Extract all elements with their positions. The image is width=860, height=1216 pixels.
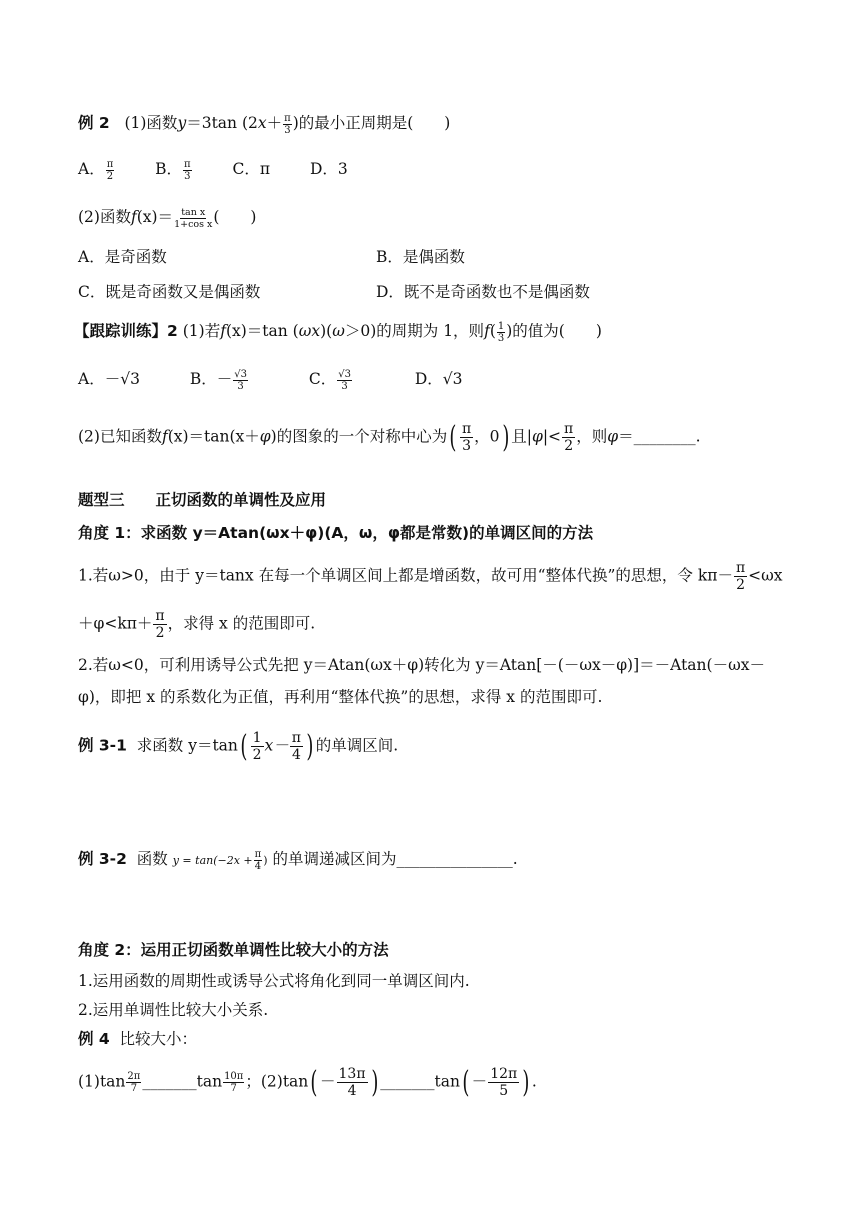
numerator: π: [106, 158, 114, 170]
numerator: 1: [252, 730, 262, 746]
example-3-1: [78, 730, 398, 763]
text: _______tan: [142, 1072, 223, 1091]
text: (1)若: [182, 322, 221, 340]
text: 求函数 y＝tan: [136, 736, 238, 755]
right-paren: ): [522, 1064, 530, 1100]
example-2-options-2b: [376, 246, 465, 268]
right-paren: ): [370, 1064, 378, 1100]
denominator: 2: [564, 438, 574, 454]
option-letter: A．: [78, 370, 105, 388]
fraction: [106, 159, 115, 182]
var-phi: φ: [259, 427, 271, 446]
text: 的单调区间.: [315, 736, 399, 755]
fraction: [174, 207, 212, 230]
option-letter: D．: [309, 160, 338, 178]
left-paren: (: [449, 419, 457, 455]
fraction: [562, 421, 575, 454]
denominator: 3: [462, 438, 471, 454]
fraction: [126, 1071, 141, 1094]
option-b: [155, 158, 192, 182]
numerator: 1: [497, 320, 505, 332]
example-2-options-1: [78, 158, 348, 182]
numerator: π: [254, 848, 262, 860]
denominator: 7: [230, 1083, 237, 1094]
var-f: f: [161, 427, 168, 446]
example-2-q1: [78, 112, 450, 136]
fraction: [254, 849, 263, 872]
text: －: [216, 370, 233, 388]
text: ；(2)tan: [245, 1072, 309, 1091]
text: ，0: [474, 427, 500, 446]
angle-2-heading: 角度 2：运用正切函数单调性比较大小的方法: [78, 941, 389, 959]
text: (1)tan: [78, 1072, 126, 1091]
var-phi: φ: [607, 427, 619, 446]
text: (: [489, 322, 496, 340]
text: (2)已知函数: [78, 427, 162, 446]
example-2-options-2c: [78, 281, 260, 303]
method-line-2: 2.运用单调性比较大小关系.: [78, 1001, 269, 1019]
option-letter: B．: [189, 370, 217, 388]
denominator: 2: [252, 747, 262, 763]
text: ＋φ<kπ＋: [78, 614, 153, 633]
numerator: π: [564, 421, 574, 437]
text: 的单调递减区间为_______________.: [272, 850, 518, 868]
numerator: 10π: [224, 1071, 244, 1082]
denominator: 3: [341, 380, 348, 392]
denominator: 7: [130, 1083, 138, 1094]
option-text: √3: [442, 370, 463, 388]
denominator: 2: [736, 577, 746, 593]
text: 且|: [511, 427, 532, 446]
denominator: 1+cos x: [174, 218, 213, 230]
example-label: 例 4: [78, 1030, 110, 1048]
left-paren: (: [462, 1064, 470, 1100]
fraction: [488, 1066, 519, 1099]
text: (x)＝tan(x＋: [167, 427, 260, 446]
example-2-options-2d: [376, 281, 590, 303]
angle-1-heading: 角度 1：求函数 y＝Atan(ωx＋φ)(A，ω，φ都是常数)的单调区间的方法: [78, 524, 594, 542]
denominator: 3: [237, 380, 244, 392]
training-options: [78, 368, 463, 392]
option-letter: A．: [78, 160, 105, 178]
option-letter: C．: [308, 370, 337, 388]
text: |<: [542, 427, 562, 446]
example-label: 例 3-1: [78, 736, 127, 755]
var-omega-x: ωx: [298, 322, 321, 340]
method-2-line-2: φ)，即把 x 的系数化为正值，再利用“整体代换”的思想，求得 x 的范围即可.: [78, 688, 603, 706]
text: )的最小正周期是( ): [292, 114, 451, 132]
var-f: f: [130, 208, 137, 226]
text: ，则: [576, 427, 608, 446]
fraction: [337, 1066, 368, 1099]
option-text: π: [259, 160, 271, 178]
example-2-options-2a: [78, 246, 167, 268]
denominator: 2: [106, 170, 114, 182]
denominator: 4: [291, 747, 301, 763]
example-2-q2: [78, 206, 256, 230]
option-letter: C．: [232, 160, 260, 178]
training-q2: [78, 421, 701, 454]
method-2-line-1: 2.若ω<0，可利用诱导公式先把 y＝Atan(ωx＋φ)转化为 y＝Atan[－(－ωx－φ)]＝－Atan(－ωx－: [78, 656, 765, 674]
fraction: [734, 560, 747, 593]
denominator: 3: [184, 170, 191, 182]
numerator: π: [291, 730, 301, 746]
numerator: √3: [338, 368, 351, 380]
denominator: 4: [347, 1083, 357, 1099]
fraction: [153, 608, 166, 641]
denominator: 4: [254, 860, 262, 872]
fraction: [497, 321, 505, 344]
numerator: π: [284, 112, 291, 124]
option-letter: B．: [155, 160, 183, 178]
text: x－: [264, 736, 289, 755]
example-3-2: [78, 848, 518, 872]
method-1-line-1: [78, 560, 783, 593]
var-omega: ω: [332, 322, 345, 340]
numerator: 2π: [127, 1071, 141, 1082]
fraction: [290, 730, 303, 763]
left-paren: (: [240, 728, 248, 764]
numerator: π: [184, 158, 191, 170]
fraction: [337, 369, 352, 392]
option-text: －√3: [104, 370, 140, 388]
option-letter: D．: [414, 370, 443, 388]
example-label: 例 2: [78, 114, 110, 132]
option-d: [415, 370, 463, 388]
text: ＝3tan (2: [186, 114, 258, 132]
text: ＝________.: [618, 427, 701, 446]
right-paren: ): [501, 419, 509, 455]
formula: y = tan(−2x +: [172, 854, 253, 867]
var-f: f: [220, 322, 226, 340]
fraction: [183, 159, 192, 182]
text: )的值为( ): [506, 322, 602, 340]
text: ( ): [213, 208, 257, 226]
text: 比较大小：: [119, 1030, 198, 1048]
option-c: [308, 368, 353, 392]
option-d: D．既不是奇函数也不是偶函数: [376, 283, 590, 301]
text: (x)＝tan (: [225, 322, 299, 340]
text: 函数: [136, 850, 168, 868]
option-d: [310, 160, 348, 178]
text: _______tan: [380, 1072, 460, 1091]
text: .: [531, 1072, 537, 1091]
example-4-compare: (1)tan $\frac{2\pi}{7}$ _______tan $\frac{10\pi}{7}$ ；(2)tan( － $\frac{13\pi}{4}$ ) _______tan( － $\frac{12\pi}{5}$ ) .: [78, 1064, 537, 1100]
denominator: 2: [155, 625, 165, 641]
text: (1)函数: [124, 114, 178, 132]
option-a: [78, 370, 140, 388]
method-line-1: 1.运用函数的周期性或诱导公式将角化到同一单调区间内.: [78, 972, 470, 990]
text: (x)＝: [136, 208, 174, 226]
fraction: [251, 730, 264, 763]
left-paren: (: [310, 1064, 318, 1100]
numerator: π: [461, 421, 472, 437]
option-a: A．是奇函数: [78, 248, 167, 266]
text: )(: [320, 322, 333, 340]
denominator: 3: [497, 332, 505, 344]
option-b: [189, 368, 249, 392]
example-label: 例 3-2: [78, 850, 127, 868]
denominator: 5: [499, 1083, 509, 1099]
fraction: [233, 369, 248, 392]
section-title: 题型三 正切函数的单调性及应用: [78, 491, 327, 509]
option-b: B．是偶函数: [376, 248, 465, 266]
option-c: C．既是奇函数又是偶函数: [78, 283, 261, 301]
text: ，求得 x 的范围即可.: [167, 614, 316, 633]
right-paren: ): [306, 728, 314, 764]
training-q1: [74, 320, 602, 344]
numerator: 13π: [338, 1066, 366, 1082]
var-x: x: [257, 114, 267, 132]
text: <ωx: [748, 566, 783, 585]
text: ＋: [266, 114, 283, 132]
text: ): [263, 854, 268, 867]
training-label: 【跟踪训练】2: [74, 322, 178, 340]
option-text: 3: [337, 160, 348, 178]
var-f: f: [484, 322, 490, 340]
example-4: [78, 1028, 197, 1050]
fraction: [283, 113, 292, 136]
numerator: tan x: [181, 206, 206, 218]
text: )的图象的一个对称中心为: [270, 427, 448, 446]
option-c: [233, 160, 271, 178]
text: (2)函数: [78, 208, 131, 226]
option-a: [78, 158, 115, 182]
var-phi: φ: [531, 427, 543, 446]
fraction: [223, 1071, 244, 1094]
numerator: π: [735, 560, 746, 576]
numerator: 12π: [490, 1066, 518, 1082]
text: ＞0)的周期为 1，则: [344, 322, 485, 340]
method-1-line-2: [78, 608, 315, 641]
numerator: √3: [234, 368, 247, 380]
text: 1.若ω>0，由于 y＝tanx 在每一个单调区间上都是增函数，故可用“整体代换”的思想，令 kπ－: [78, 566, 733, 585]
numerator: π: [155, 608, 165, 624]
denominator: 3: [284, 124, 291, 136]
fraction: [460, 421, 473, 454]
var-y: y: [177, 114, 187, 132]
